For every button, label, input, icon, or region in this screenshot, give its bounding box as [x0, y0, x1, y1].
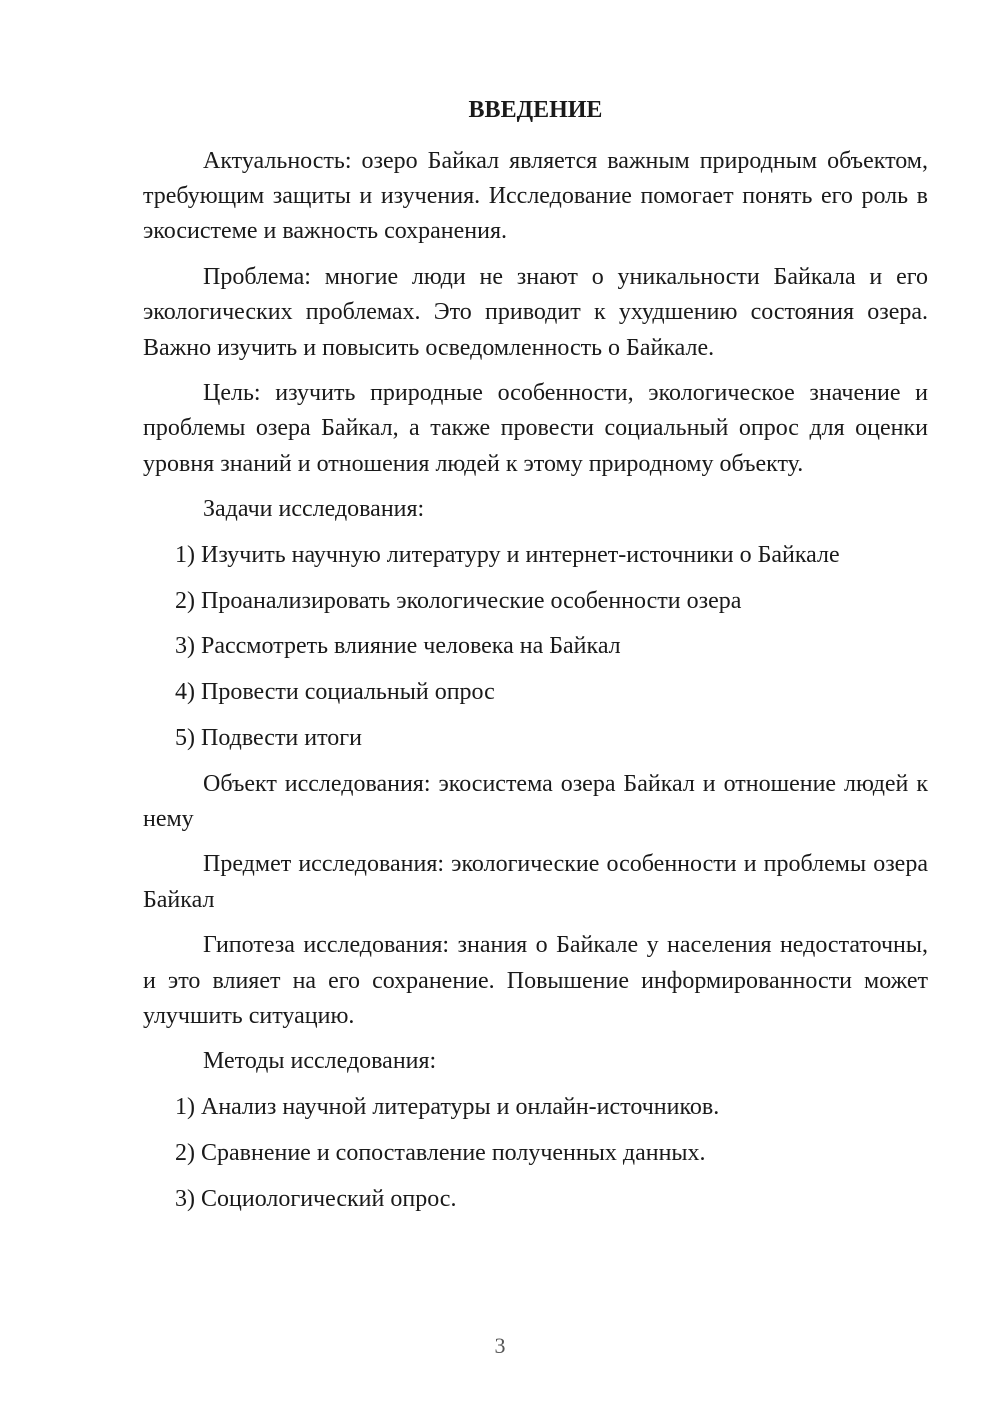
section-heading: ВВЕДЕНИЕ	[468, 97, 603, 123]
subject-paragraph: Предмет исследования: экологические особенности и проблемы озера Байкал	[143, 851, 928, 913]
tasks-title: Задачи исследования:	[203, 496, 425, 523]
list-item: 1) Анализ научной литературы и онлайн-источников.	[175, 1094, 720, 1121]
relevance-paragraph: Актуальность: озеро Байкал является важным природным объектом, требующим защиты и изучения. Исследование помогает понять его роль в экосистеме и важность сохранения.	[143, 148, 928, 245]
object-paragraph: Объект исследования: экосистема озера Байкал и отношение людей к нему	[143, 770, 928, 832]
page-number: 3	[494, 1333, 506, 1358]
tasks-list	[143, 538, 928, 756]
problem-paragraph: Проблема: многие люди не знают о уникальности Байкала и его экологических проблемах. Это приводит к ухудшению состояния озера. Важно изучить и повысить осведомленность о Байкале.	[143, 264, 928, 361]
list-item: 1) Изучить научную литературу и интернет-источники о Байкале	[175, 542, 840, 569]
list-item: 5) Подвести итоги	[175, 724, 362, 751]
list-item: 4) Провести социальный опрос	[175, 679, 495, 706]
page-content	[143, 93, 928, 1227]
list-item: 2) Сравнение и сопоставление полученных данных.	[175, 1139, 706, 1166]
methods-list	[143, 1090, 928, 1217]
list-item: 3) Социологический опрос.	[175, 1185, 457, 1212]
goal-paragraph: Цель: изучить природные особенности, экологическое значение и проблемы озера Байкал, а также провести социальный опрос для оценки уровня знаний и отношения людей к этому природному объекту.	[143, 380, 928, 477]
methods-title: Методы исследования:	[203, 1048, 437, 1075]
list-item: 2) Проанализировать экологические особенности озера	[175, 587, 742, 614]
list-item: 3) Рассмотреть влияние человека на Байкал	[175, 633, 621, 660]
hypothesis-paragraph: Гипотеза исследования: знания о Байкале у населения недостаточны, и это влияет на его сохранение. Повышение информированности может улучшить ситуацию.	[143, 932, 928, 1029]
